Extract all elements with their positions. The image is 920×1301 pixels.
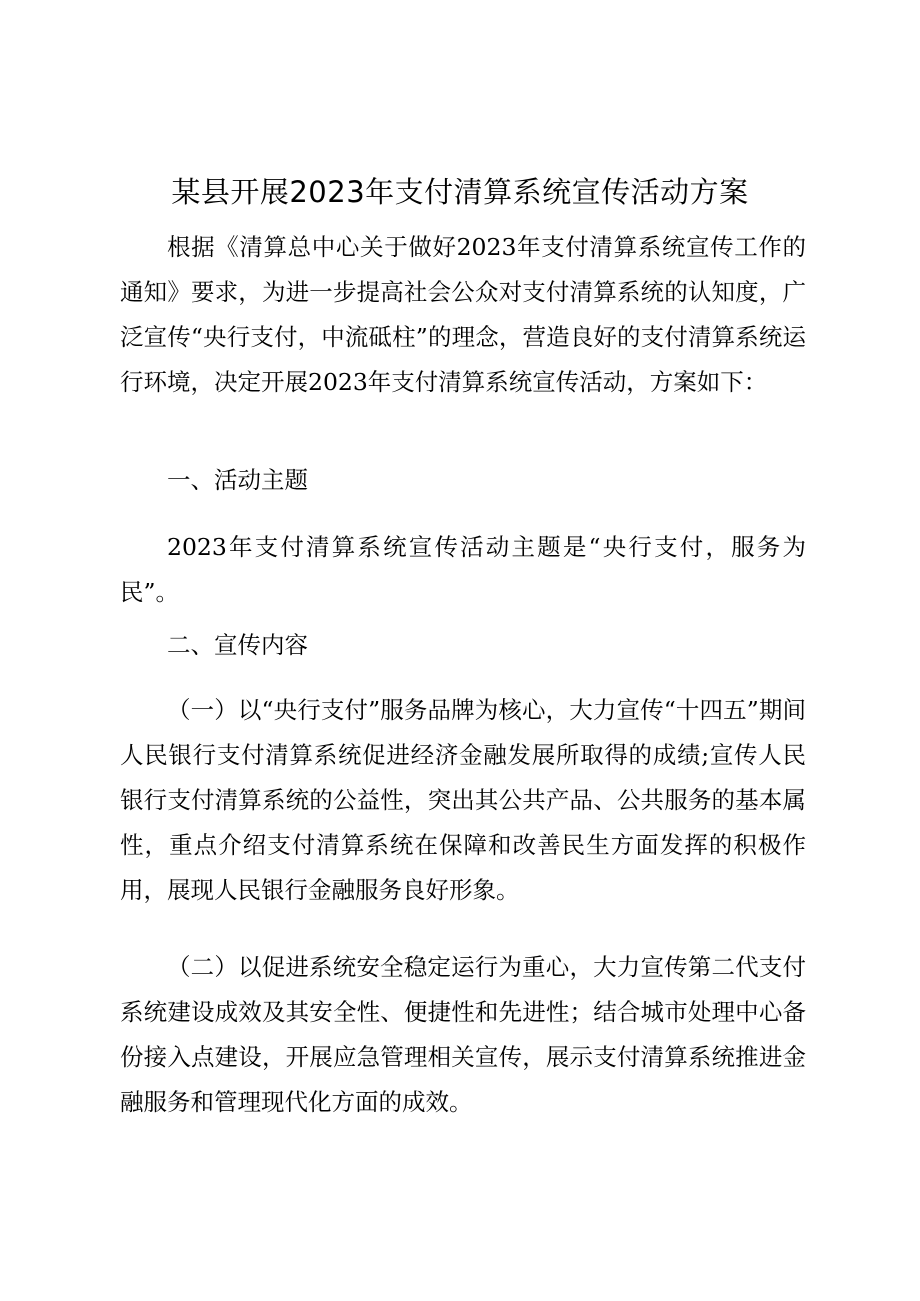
content-paragraph-2: （二）以促进系统安全稳定运行为重心，大力宣传第二代支付系统建设成效及其安全性、便捷性和先进性；结合城市处理中心备份接入点建设，开展应急管理相关宣传，展示支付清算系统推进金融服务和管理现代化方面的成效。 — [120, 953, 806, 1116]
intro-paragraph: 根据《清算总中心关于做好2023年支付清算系统宣传工作的通知》要求，为进一步提高社会公众对支付清算系统的认知度，广泛宣传“央行支付，中流砥柱”的理念，营造良好的支付清算系统运行环境，决定开展2023年支付清算系统宣传活动，方案如下： — [120, 233, 806, 396]
document-title: 某县开展2023年支付清算系统宣传活动方案 — [171, 175, 749, 209]
theme-paragraph: 2023年支付清算系统宣传活动主题是“央行支付，服务为民”。 — [120, 533, 806, 606]
content-paragraph-1: （一）以“央行支付”服务品牌为核心，大力宣传“十四五”期间人民银行支付清算系统促进经济金融发展所取得的成绩;宣传人民银行支付清算系统的公益性，突出其公共产品、公共服务的基本属性，重点介绍支付清算系统在保障和改善民生方面发挥的积极作用，展现人民银行金融服务良好形象。 — [120, 696, 806, 904]
section-heading-theme: 一、活动主题 — [167, 466, 308, 494]
section-heading-content: 二、宣传内容 — [167, 631, 308, 659]
